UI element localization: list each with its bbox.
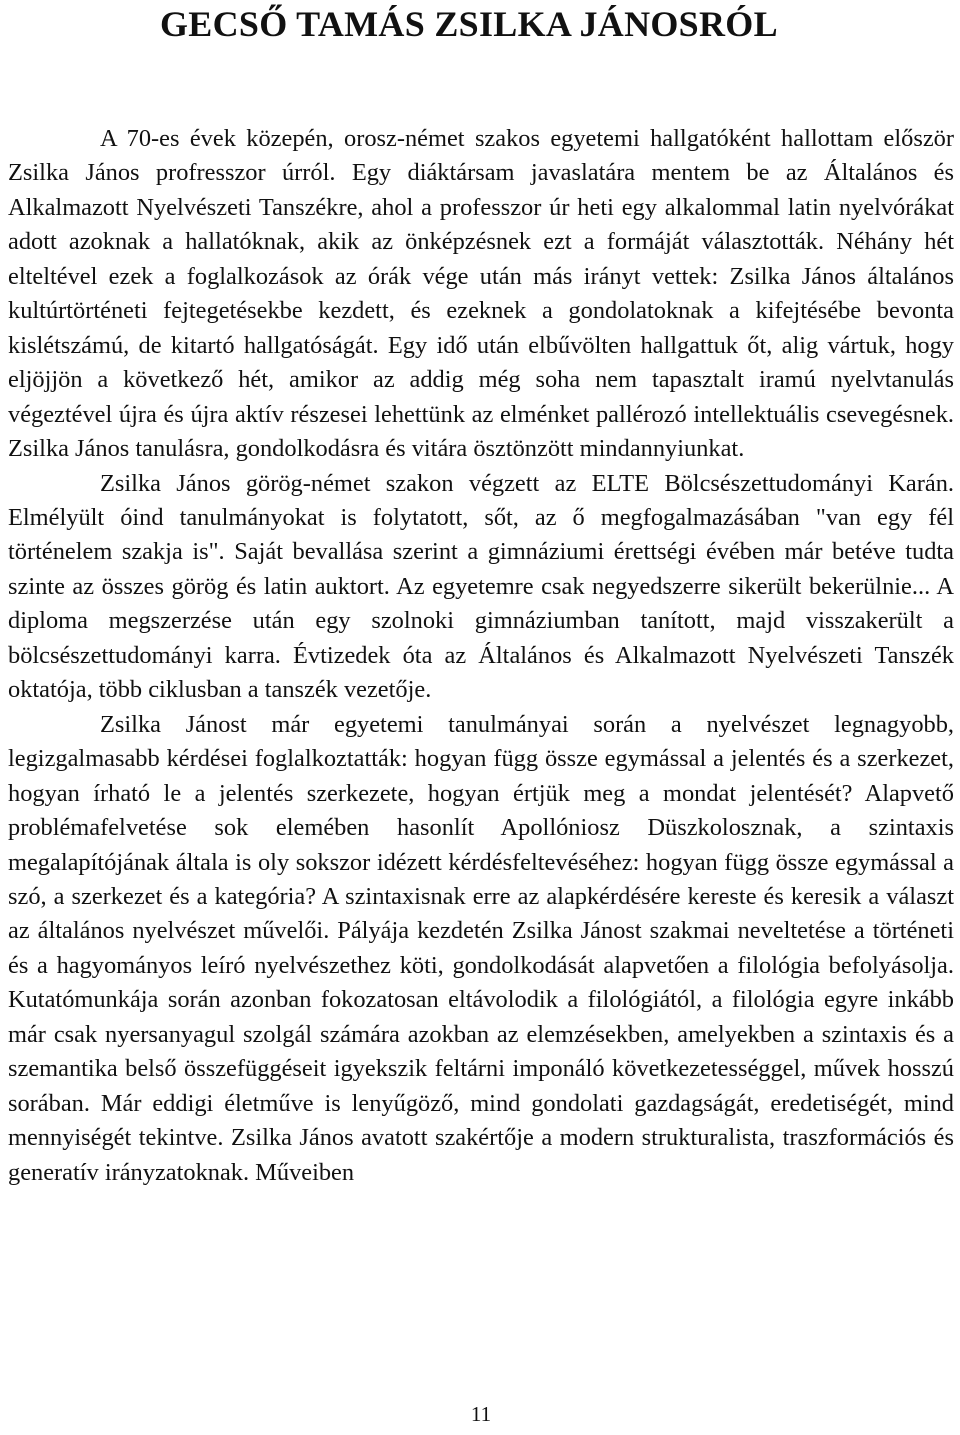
paragraph-2: Zsilka János görög-német szakon végzett az ELTE Bölcsészettudományi Karán. Elmélyült óind tanulmányokat is folytatott, sőt, az ő megfogalmazásában "van egy fél történelem szakja is". Saját bevallása szerint a gimnáziumi érettségi évében már betéve tudta szinte az összes görög és latin auktort. Az egyetemre csak negyedszerre sikerült bekerülnie... A diploma megszerzése után egy szolnoki gimnáziumban tanított, majd visszakerült a bölcsészettudományi karra. Évtizedek óta az Általános és Alkalmazott Nyelvészeti Tanszék oktatója, több ciklusban a tanszék vezetője.	[8, 469, 954, 704]
page-title: GECSŐ TAMÁS ZSILKA JÁNOSRÓL	[160, 4, 778, 44]
paragraph-1: A 70-es évek közepén, orosz-német szakos egyetemi hallgatóként hallottam először Zsilka János profresszor úrról. Egy diáktársam javaslatára mentem be az Általános és Alkalmazott Nyelvészeti Tanszékre, ahol a professzor úr heti egy alkalommal latin nyelvórákat adott azoknak a hallatóknak, akik az önképzésnek ezt a formáját választották. Néhány hét elteltével ezek a foglalkozások az órák vége után más irányt vettek: Zsilka János általános kultúrtörténeti fejtegetésekbe kezdett, és ezeknek a gondolatoknak a kifejtésébe bevonta kislétszámú, de kitartó hallgatóságát. Egy idő után elbűvölten hallgattuk őt, alig vártuk, hogy eljöjjön a következő hét, amikor az addig még soha nem tapasztalt iramú nyelvtanulás végeztével újra és újra aktív részesei lehettünk az elménket pallérozó intellektuális csevegésnek. Zsilka János tanulásra, gondolkodásra és vitára ösztönzött mindannyiunkat.	[8, 125, 954, 463]
document-page	[8, 0, 954, 1435]
paragraph-3: Zsilka Jánost már egyetemi tanulmányai során a nyelvészet legnagyobb, legizgalmasabb kérdései foglalkoztatták: hogyan függ össze egymással a jelentés és a szerkezet, hogyan írható le a jelentés szerkezete, hogyan értjük meg a mondat jelentését? Alapvető problémafelvetése sok elemében hasonlít Apollóniosz Düszkolosznak, a szintaxis megalapítójának általa is oly sokszor idézett kérdésfeltevéséhez: hogyan függ össze egymással a szó, a szerkezet és a kategória? A szintaxisnak erre az alapkérdésére kereste és keresik a választ az általános nyelvészet művelői. Pályája kezdetén Zsilka Jánost szakmai neveltetése a történeti és a hagyományos leíró nyelvészethez köti, gondolkodását alapvetően a filológia befolyásolja. Kutatómunkája során azonban fokozatosan eltávolodik a filológiától, a filológia egyre inkább már csak nyersanyagul szolgál számára azokban az elemzésekben, amelyekben a szintaxis és a szemantika belső összefüggéseit igyekszik feltárni imponáló következetességgel, művek hosszú sorában. Már eddigi életműve is lenyűgöző, mind gondolati gazdagságát, eredetiségét, mind mennyiségét tekintve. Zsilka János avatott szakértője a modern strukturalista, traszformációs és generatív irányzatoknak. Műveiben	[8, 710, 954, 1186]
body-text	[8, 122, 954, 1190]
page-number: 11	[470, 1402, 492, 1426]
